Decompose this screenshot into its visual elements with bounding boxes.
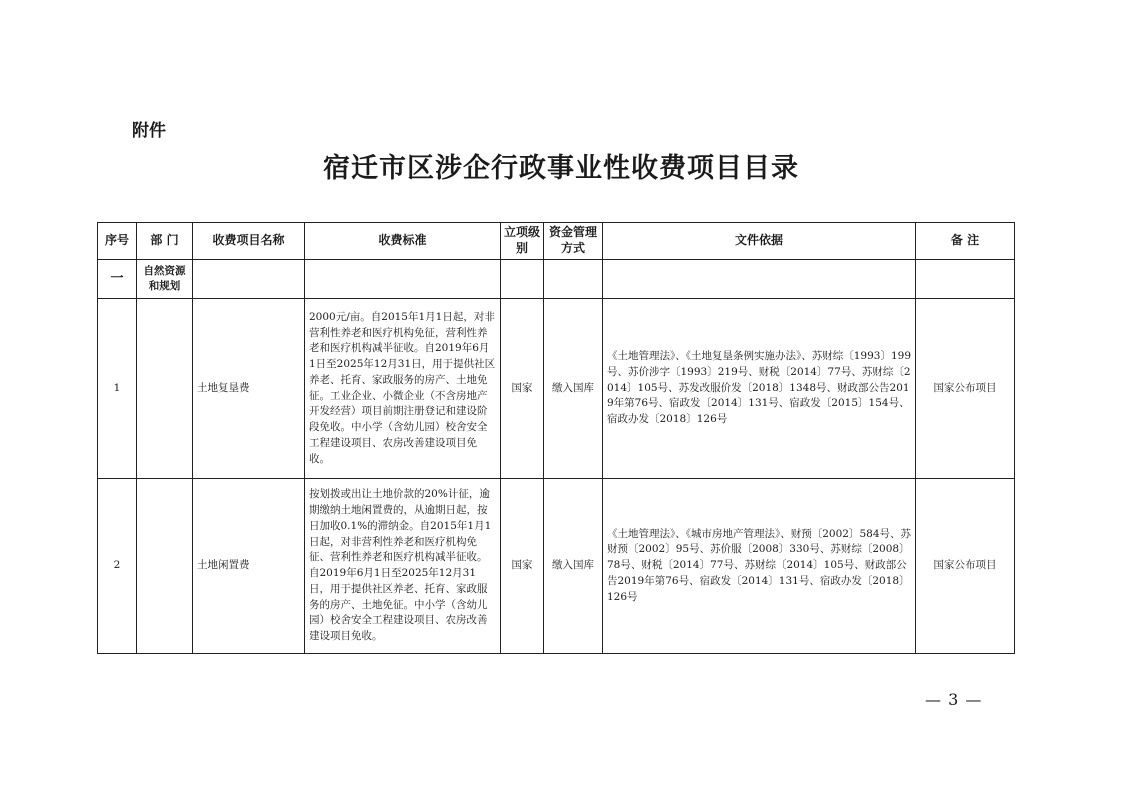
header-remark: 备 注 bbox=[916, 223, 1015, 260]
fee-catalog-table bbox=[97, 222, 1015, 654]
row-fee-name: 土地复垦费 bbox=[193, 299, 305, 479]
table-row bbox=[98, 479, 1015, 654]
section-empty-cell bbox=[603, 260, 916, 299]
row-remark: 国家公布项目 bbox=[916, 479, 1015, 654]
row-level: 国家 bbox=[501, 299, 544, 479]
section-row bbox=[98, 260, 1015, 299]
section-seq: 一 bbox=[98, 260, 137, 299]
row-fee-name: 土地闲置费 bbox=[193, 479, 305, 654]
row-seq: 2 bbox=[98, 479, 137, 654]
document-title: 宿迁市区涉企行政事业性收费项目目录 bbox=[323, 153, 799, 184]
row-fund: 缴入国库 bbox=[544, 299, 603, 479]
header-fund: 资金管理方式 bbox=[544, 223, 603, 260]
row-dept bbox=[137, 479, 193, 654]
header-level: 立项级别 bbox=[501, 223, 544, 260]
section-empty-cell bbox=[544, 260, 603, 299]
header-basis: 文件依据 bbox=[603, 223, 916, 260]
header-name: 收费项目名称 bbox=[193, 223, 305, 260]
row-remark: 国家公布项目 bbox=[916, 299, 1015, 479]
row-seq: 1 bbox=[98, 299, 137, 479]
section-empty-cell bbox=[501, 260, 544, 299]
header-standard: 收费标准 bbox=[305, 223, 501, 260]
attachment-label: 附件 bbox=[132, 121, 166, 141]
row-dept bbox=[137, 299, 193, 479]
table-header-row bbox=[98, 223, 1015, 260]
row-fee-standard: 按划拨或出让土地价款的20%计征，逾期缴纳土地闲置费的，从逾期日起，按日加收0.1%的滞纳金。自2015年1月1日起，对非营利性养老和医疗机构免征、营利性养老和医疗机构减半征收。自2019年6月1日至2025年12月31日，用于提供社区养老、托育、家政服务的房产、土地免征。中小学（含幼儿园）校舍安全工程建设项目、农房改善建设项目免收。 bbox=[305, 479, 501, 654]
table-row bbox=[98, 299, 1015, 479]
header-dept: 部 门 bbox=[137, 223, 193, 260]
page-number: — 3 — bbox=[925, 690, 983, 709]
row-level: 国家 bbox=[501, 479, 544, 654]
section-empty-cell bbox=[305, 260, 501, 299]
row-basis: 《土地管理法》、《城市房地产管理法》、财预〔2002〕584号、苏财预〔2002〕95号、苏价服〔2008〕330号、苏财综〔2008〕78号、财税〔2014〕77号、苏财综〔2014〕105号、财政部公告2019年第76号、宿政发〔2014〕131号、宿政办发〔2018〕126号 bbox=[603, 479, 916, 654]
section-dept: 自然资源和规划 bbox=[137, 260, 193, 299]
row-fee-standard: 2000元/亩。自2015年1月1日起，对非营利性养老和医疗机构免征，营利性养老和医疗机构减半征收。自2019年6月1日至2025年12月31日，用于提供社区养老、托育、家政服务的房产、土地免征。工业企业、小微企业（不含房地产开发经营）项目前期注册登记和建设阶段免收。中小学（含幼儿园）校舍安全工程建设项目、农房改善建设项目免收。 bbox=[305, 299, 501, 479]
header-seq: 序号 bbox=[98, 223, 137, 260]
row-basis: 《土地管理法》、《土地复垦条例实施办法》、苏财综〔1993〕199号、苏价涉字〔1993〕219号、财税〔2014〕77号、苏财综〔2014〕105号、苏发改服价发〔2018〕1348号、财政部公告2019年第76号、宿政发〔2014〕131号、宿政发〔2015〕154号、宿政办发〔2018〕126号 bbox=[603, 299, 916, 479]
section-empty-cell bbox=[193, 260, 305, 299]
section-empty-cell bbox=[916, 260, 1015, 299]
row-fund: 缴入国库 bbox=[544, 479, 603, 654]
